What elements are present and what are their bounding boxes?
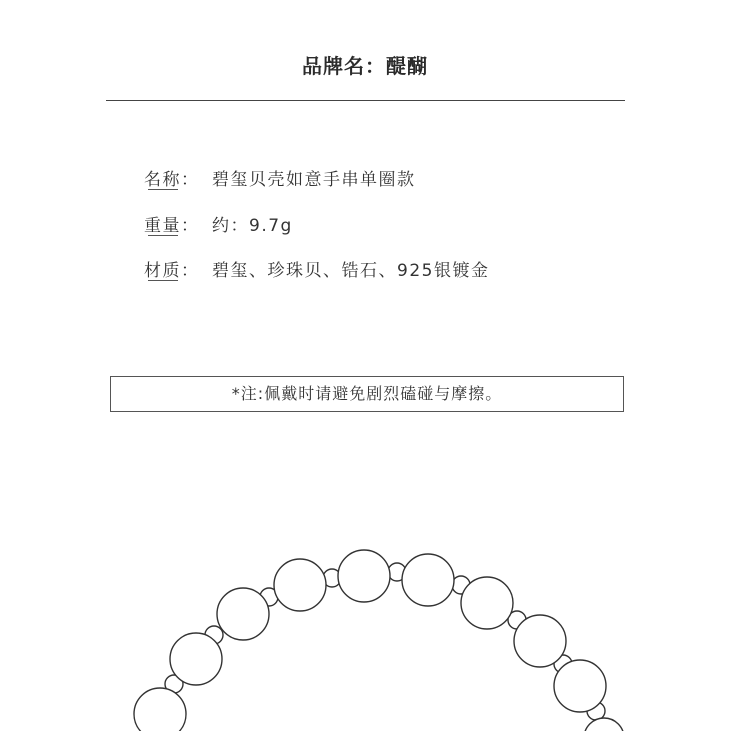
spec-value: 碧玺贝壳如意手串单圈款 bbox=[212, 170, 416, 190]
care-note: *注:佩戴时请避免剧烈磕碰与摩擦。 bbox=[110, 376, 624, 412]
spec-label: 材质： bbox=[144, 256, 212, 281]
spec-label: 名称： bbox=[144, 165, 212, 190]
spec-value: 约：9.7g bbox=[212, 216, 293, 236]
brand-title: 品牌名：醍醐 bbox=[302, 54, 428, 78]
bead bbox=[134, 688, 186, 731]
bead bbox=[584, 718, 624, 731]
bead bbox=[274, 559, 326, 611]
bead bbox=[461, 577, 513, 629]
spec-label: 重量： bbox=[144, 211, 212, 236]
spec-value: 碧玺、珍珠贝、锆石、925银镀金 bbox=[212, 261, 490, 281]
bead bbox=[554, 660, 606, 712]
bead bbox=[514, 615, 566, 667]
bead bbox=[170, 633, 222, 685]
bead bbox=[217, 588, 269, 640]
bead bbox=[402, 554, 454, 606]
bead bbox=[338, 550, 390, 602]
